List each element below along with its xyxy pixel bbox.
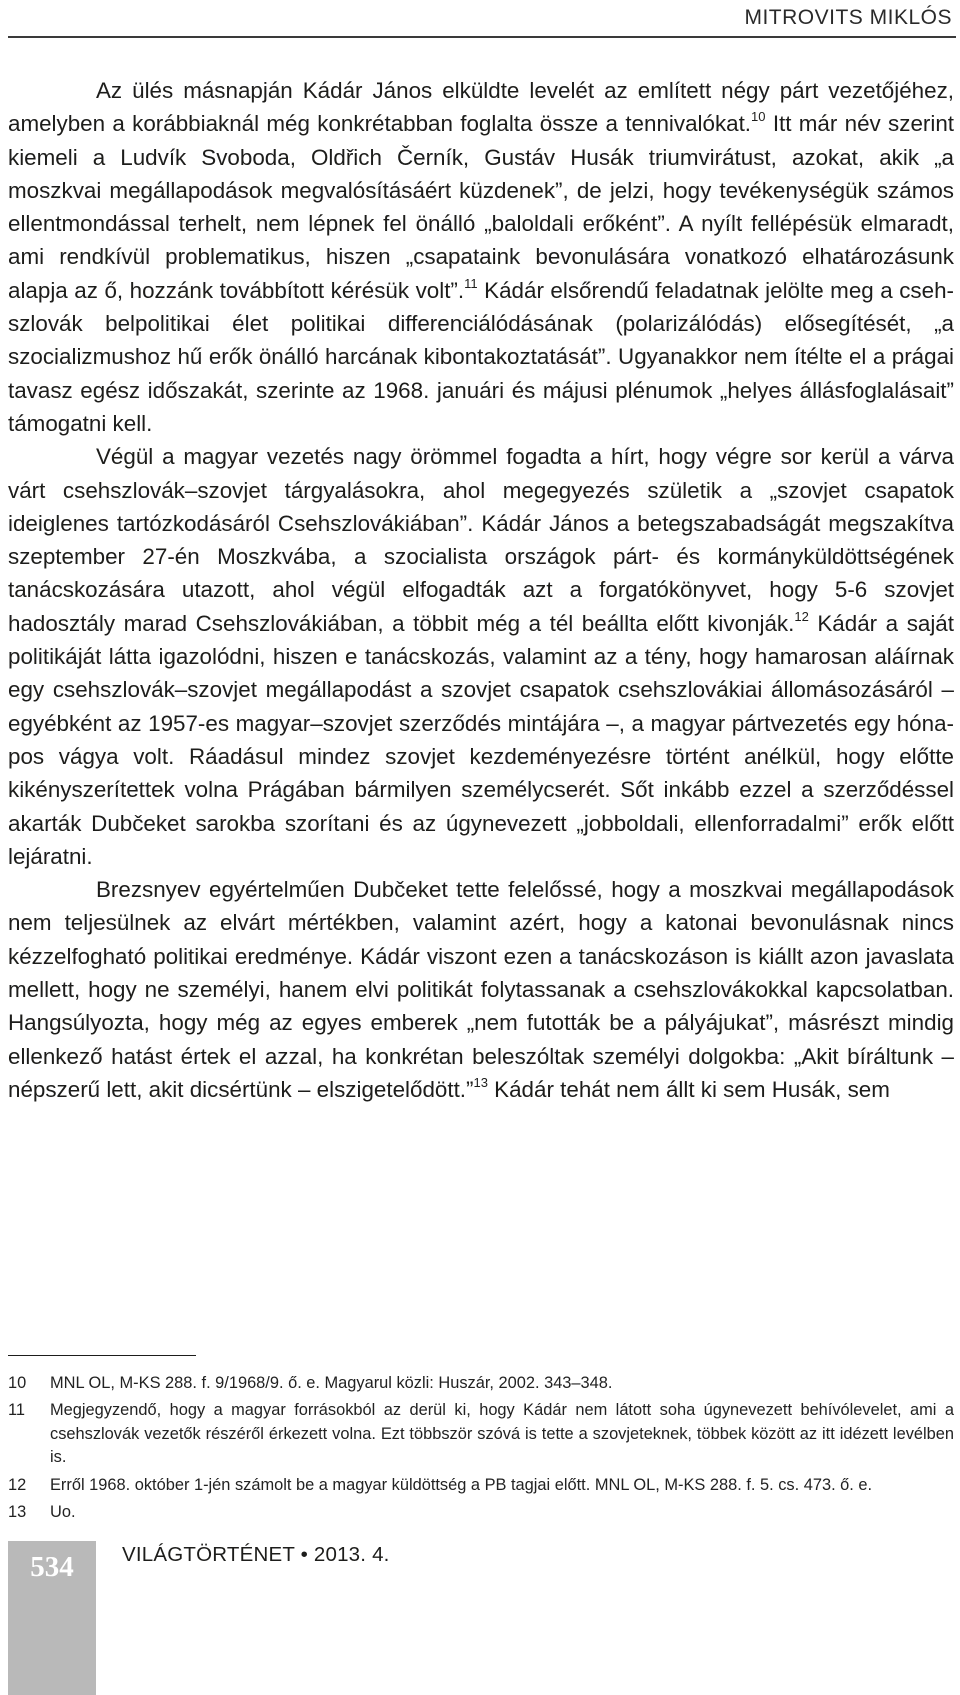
paragraph-2 — [8, 440, 954, 873]
footnote-13 — [8, 1501, 954, 1524]
paragraph-3-text-a: Brezsnyev egyértelműen Dubčeket tette felelőssé, hogy a moszkvai megállapodások nem teljesülnek az elvárt mértékben, valamint azért, hogy a katonai bevonulásnak nincs kézzelfogható politikai eredménye. Kádár viszont ezen a tanácskozáson is kiállt azon javaslata mellett, hogy ne személyi, hanem elvi politikát folytassanak a csehszlovákokkal kapcsolatban. Hangsúlyozta, hogy még az egyes emberek „nem futották be a pályájukat”, másrészt mindig ellenkező hatást értek el azzal, ha konkrétan beleszóltak személyi dolgokba: „Akit bíráltunk – népszerű lett, akit dicsértünk – elszigetelődött.” — [8, 877, 954, 1102]
paragraph-3 — [8, 873, 954, 1106]
paragraph-2-text-b: Kádár a saját politikáját látta igazolódni, hiszen e tanácskozás, valamint az a tény, hogy hamarosan aláírnak egy csehszlovák–szovjet megállapodást a szovjet csapatok csehszlovákiai állomásozásáról – egyébként az 1957-es magyar–szovjet szerződés mintájára –, a magyar pártvezetés egy hónapos vágya volt. Ráadásul mindez szovjet kezdeményezésre történt anélkül, hogy előtte kikényszerítettek volna Prágában bármilyen személycserét. Sőt inkább ezzel a szerződéssel akarták Dubčeket sarokba szorítani és az úgynevezett „jobboldali, ellenforradalmi” erők előtt lejáratni. — [8, 610, 954, 869]
footnote-10 — [8, 1372, 954, 1395]
body-text — [8, 74, 954, 1106]
footnote-text: Megjegyzendő, hogy a magyar forrásokból az derül ki, hogy Kádár nem látott soha úgynevezett behívólevelet, ami a csehszlovák vezetők részéről érkezett volna. Ezt többször szóvá is tette a szovjeteknek, többek között az itt idézett levélben is. — [50, 1401, 954, 1467]
footnote-text: Erről 1968. október 1-jén számolt be a magyar küldöttség a PB tagjai előtt. MNL OL, M-KS 288. f. 5. cs. 473. ő. e. — [50, 1475, 873, 1494]
footnote-12 — [8, 1474, 954, 1497]
paragraph-1 — [8, 74, 954, 440]
footnote-ref-11[interactable]: 11 — [464, 275, 478, 291]
header-rule — [8, 36, 956, 38]
footnote-text: Uo. — [50, 1503, 76, 1522]
footnote-number: 10 — [8, 1374, 27, 1392]
paragraph-1-text-a: Az ülés másnapján Kádár János elküldte levelét az említett négy párt vezetőjéhez, amelyben a korábbiaknál még konkrétabban foglalta össze a tennivalókat. — [8, 78, 954, 137]
footnotes — [8, 1372, 954, 1528]
paragraph-3-text-b: Kádár tehát nem állt ki sem Husák, sem — [487, 1076, 890, 1102]
footnote-ref-10[interactable]: 10 — [751, 109, 766, 125]
paragraph-1-text-b: Itt már név szerint kiemeli a Ludvík Svoboda, Oldřich Černík, Gustáv Husák triumvirátust, azokat, akik „a moszkvai megállapodások megvalósításáért küzdenek”, de jelzi, hogy tevékenységük számos ellentmondással terhelt, nem lépnek fel önálló „baloldali erőként”. A nyílt fellépésük elmaradt, ami rendkívül problematikus, hiszen „csapataink bevonulására vonatkozó elhatározásunk alapja az ő, hozzánk továbbított kérésük volt”. — [8, 111, 954, 303]
footnote-number: 12 — [8, 1475, 27, 1494]
footnote-number: 13 — [8, 1503, 27, 1522]
running-head: MITROVITS MIKLÓS — [744, 6, 952, 29]
paragraph-2-text-a: Végül a magyar vezetés nagy örömmel fogadta a hírt, hogy végre sor kerül a várva várt csehszlovák–szovjet tárgyalásokra, ahol megegyezés születik a „szovjet csapatok ideiglenes tartózkodásáról Csehszlovákiában”. Kádár János a betegszabadságát megszakítva szeptember 27-én Moszkvába, a szocialista országok párt- és kormányküldöttségének tanácskozására utazott, ahol végül elfogadták azt a forgatókönyvet, hogy 5-6 szovjet hadosztály marad Csehszlovákiában, a többit még a tél beállta előtt kivonják. — [8, 444, 954, 636]
page-number: 534 — [30, 1551, 74, 1583]
paragraph-1-text-c: Kádár elsőrendű feladatnak jelölte meg a csehszlovák belpolitikai élet politikai differenciálódásának (polarizálódás) elősegítését, „a szocializmushoz hű erők önálló harcának kibontakoztatását”. Ugyanakkor nem ítélte el a prágai tavasz egész időszakát, szerinte az 1968. januári és májusi plénumok „helyes állásfoglalásait” támogatni kell. — [8, 277, 954, 436]
footnote-11 — [8, 1399, 954, 1469]
page-number-tab — [8, 1541, 96, 1695]
footnote-text: MNL OL, M-KS 288. f. 9/1968/9. ő. e. Magyarul közli: Huszár, 2002. 343–348. — [50, 1374, 613, 1392]
journal-title: VILÁGTÖRTÉNET • 2013. 4. — [122, 1543, 390, 1566]
footnote-ref-12[interactable]: 12 — [794, 608, 809, 624]
footnote-ref-13[interactable]: 13 — [473, 1074, 488, 1090]
footnote-number: 11 — [8, 1401, 26, 1420]
footnote-rule — [8, 1355, 196, 1356]
